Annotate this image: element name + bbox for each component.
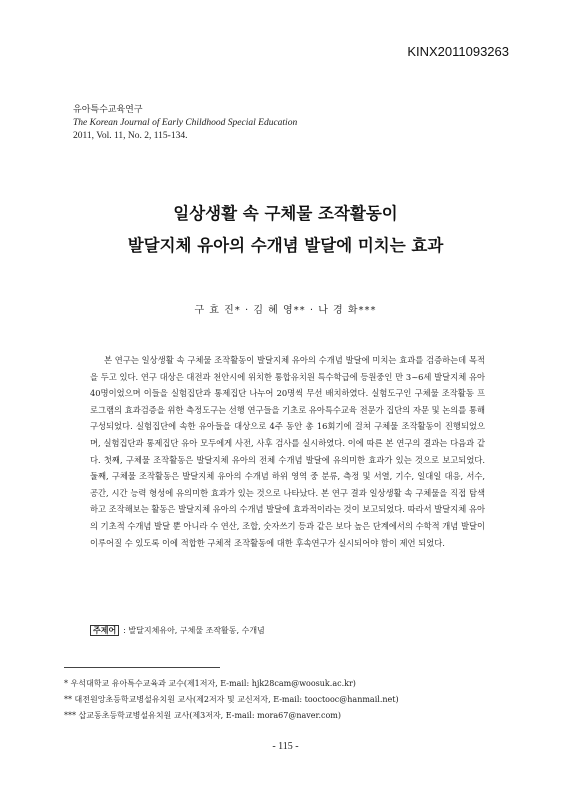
page-number: - 115 - bbox=[272, 741, 299, 752]
paper-title-line-2: 발달지체 유아의 수개념 발달에 미치는 효과 bbox=[127, 236, 444, 255]
journal-english-name: The Korean Journal of Early Childhood Special Education bbox=[73, 118, 298, 128]
journal-korean-name: 유아특수교육연구 bbox=[73, 105, 143, 115]
paper-title-line-1: 일상생활 속 구체물 조작활동이 bbox=[173, 204, 398, 223]
keywords bbox=[90, 625, 490, 636]
journal-info bbox=[73, 104, 493, 143]
footnote-1: * 우석대학교 유아특수교육과 교수(제1저자, E-mail: hjk28cam@woosuk.ac.kr) bbox=[64, 679, 356, 688]
journal-volume-info: 2011, Vol. 11, No. 2, 115-134. bbox=[73, 131, 188, 141]
keywords-label: 주제어 bbox=[90, 625, 119, 636]
abstract: 본 연구는 일상생활 속 구체물 조작활동이 발달지체 유아의 수개념 발달에 미치는 효과를 검증하는데 목적을 두고 있다. 연구 대상은 대전과 천안시에 위치한 통합유치원 특수학급에 등원중인 만 3~6세 발달지체 유아 40명이었으며 이들을 실험집단과 통제집단 나누어 20명씩 무선 배치하였다. 실험도구인 구체물 조작활동 프로그램의 효과검증을 위한 측정도구는 선행 연구들을 기초로 유아특수교육 전문가 집단의 자문 및 논의를 통해 구성되었다. 실험집단에 속한 유아들을 대상으로 4주 동안 총 16회기에 걸쳐 구체물 조작활동이 진행되었으며, 실험집단과 통제집단 유아 모두에게 사전, 사후 검사를 실시하였다. 이에 따른 본 연구의 결과는 다음과 같다. 첫째, 구체물 조작활동은 발달지체 유아의 전체 수개념 발달에 유의미한 효과가 있는 것으로 보고되었다. 둘째, 구체물 조작활동은 발달지체 유아의 수개념 하위 영역 중 분류, 측정 및 서열, 기수, 일대일 대응, 서수, 공간, 시간 능력 형성에 유의미한 효과가 있는 것으로 나타났다. 본 연구 결과 일상생활 속 구체물을 직접 탐색하고 조작해보는 활동은 발달지체 유아의 수개념 발달에 효과적이라는 것이 보고되었다. 따라서 발달지체 유아의 기초적 수개념 발달 뿐 아니라 수 연산, 조합, 숫자쓰기 등과 같은 보다 높은 단계에서의 수학적 개념 발달이 이루어질 수 있도록 이에 적합한 구체적 조작활동에 대한 후속연구가 실시되어야 함이 제언 되었다. bbox=[90, 355, 485, 548]
paper-title bbox=[0, 198, 571, 262]
footnote-divider bbox=[64, 667, 220, 668]
document-id: KINX2011093263 bbox=[407, 44, 509, 59]
authors: 구 효 진* · 김 혜 영** · 나 경 화*** bbox=[194, 305, 377, 316]
keywords-text: : 발달지체유아, 구체물 조작활동, 수개념 bbox=[123, 626, 265, 635]
footnote-3: *** 삽교동초등학교병설유치원 교사(제3저자, E-mail: mora67@naver.com) bbox=[64, 711, 342, 720]
footnote-2: ** 대전원앙초등학교병설유치원 교사(제2저자 및 교신저자, E-mail: tooctooc@hanmail.net) bbox=[64, 695, 399, 704]
footnotes bbox=[64, 676, 504, 724]
